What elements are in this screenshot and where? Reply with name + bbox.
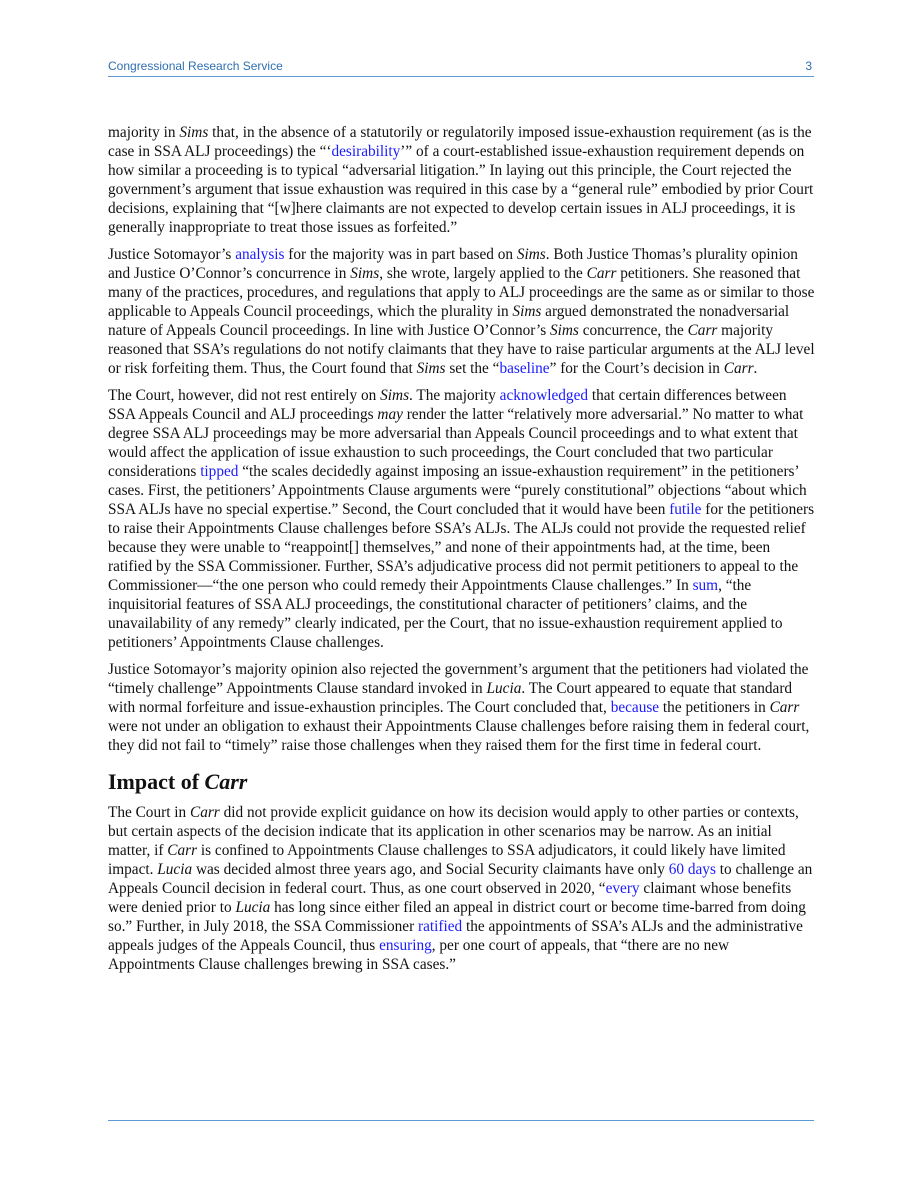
case-name: Sims: [350, 265, 380, 282]
link-desirability[interactable]: desirability: [331, 143, 401, 160]
footer-divider: [108, 1120, 814, 1121]
case-name: Carr: [769, 699, 800, 716]
text: . Both Justice Thomas’s plurality opinion and Justice O’Connor’s concurrence in: [108, 246, 798, 282]
emphasis: may: [377, 406, 403, 423]
text: , “the inquisitorial features of SSA ALJ proceedings, the constitutional character of petitioners’ claims, and the unavailability of any remedy” clearly indicated, per the Court, that no issue-exhaustion requirement applied to petitioners’ Appointments Clause challenges.: [108, 577, 783, 651]
text: “the scales decidedly against imposing an issue-exhaustion requirement” in the petitioners’ cases. First, the petitioners’ Appointments Clause arguments were “purely constitutional” objections “about which SSA ALJs have no special expertise.” Second, the Court concluded that it would have been: [108, 463, 807, 518]
link-futile[interactable]: futile: [669, 501, 702, 518]
text: is confined to Appointments Clause challenges to SSA adjudicators, it could likely have limited impact.: [108, 842, 786, 878]
text: that certain differences between SSA Appeals Council and ALJ proceedings: [108, 387, 787, 423]
text: ” for the Court’s decision in: [549, 360, 724, 377]
header-org: Congressional Research Service: [108, 59, 283, 73]
link-baseline[interactable]: baseline: [499, 360, 550, 377]
link-ratified[interactable]: ratified: [418, 918, 463, 935]
case-name: Carr: [586, 265, 617, 282]
link-acknowledged[interactable]: acknowledged: [499, 387, 589, 404]
text: ’” of a court-established issue-exhaustion requirement depends on how similar a proceeding is to typical “adversarial litigation.” In laying out this principle, the Court rejected the government’s argument that issue exhaustion was required in this case by a “general rule” embodied by prior Court decisions, explaining that “[w]here claimants are not expected to develop certain issues in ALJ proceedings, it is generally inappropriate to treat those issues as forfeited.”: [108, 143, 814, 236]
case-name: Sims: [416, 360, 446, 377]
link-60-days[interactable]: 60 days: [668, 861, 716, 878]
text: The Court, however, did not rest entirely on: [108, 387, 381, 404]
text: to challenge an Appeals Council decision in federal court. Thus, as one court observed in 2020, “: [108, 861, 813, 897]
text: claimant whose benefits were denied prior to: [108, 880, 792, 916]
text: . The Court appeared to equate that standard with normal forfeiture and issue-exhaustion principles. The Court concluded that,: [108, 680, 793, 716]
paragraph-5: [108, 803, 816, 974]
link-analysis[interactable]: analysis: [235, 246, 285, 263]
text: majority reasoned that SSA’s regulations do not notify claimants that they have to raise particular arguments at the ALJ level or risk forfeiting them. Thus, the Court found that: [108, 322, 815, 377]
text: . The majority: [409, 387, 500, 404]
document-body: [108, 123, 816, 982]
text: was decided almost three years ago, and Social Security claimants have only: [192, 861, 669, 878]
link-every[interactable]: every: [605, 880, 640, 897]
paragraph-3: [108, 386, 816, 652]
case-name: Sims: [516, 246, 546, 263]
text: that, in the absence of a statutorily or regulatorily imposed issue-exhaustion requirement (as is the case in SSA ALJ proceedings) the “‘: [108, 124, 812, 160]
case-name: Lucia: [235, 899, 271, 916]
text: .: [753, 360, 758, 377]
text: were not under an obligation to exhaust their Appointments Clause challenges before raising them in federal court, they did not fail to “timely” raise those challenges when they raised them for the first time in federal court.: [108, 718, 810, 754]
text: render the latter “relatively more adversarial.” No matter to what degree SSA ALJ proceedings may be more adversarial than Appeals Council proceedings and to what extent that would affect the application of issue exhaustion to such proceedings, the Court concluded that two particular considerations: [108, 406, 804, 480]
page-header: [108, 58, 814, 77]
case-name: Sims: [549, 322, 579, 339]
case-name: Sims: [380, 387, 410, 404]
text: did not provide explicit guidance on how its decision would apply to other parties or contexts, but certain aspects of the decision indicate that its application in other scenarios may be narrow. As an initial matter, if: [108, 804, 799, 859]
paragraph-4: [108, 660, 816, 755]
text: for the petitioners to raise their Appointments Clause challenges before SSA’s ALJs. The ALJs could not provide the requested relief because they were unable to “reappoint[] themselves,” and none of their appointments had, at the time, been ratified by the SSA Commissioner. Further, SSA’s adjudicative process did not permit petitioners to appeal to the Commissioner—“the one person who could remedy their Appointments Clause challenges.” In: [108, 501, 815, 594]
link-tipped[interactable]: tipped: [200, 463, 239, 480]
case-name: Lucia: [157, 861, 193, 878]
link-ensuring[interactable]: ensuring: [379, 937, 432, 954]
text: , she wrote, largely applied to the: [379, 265, 587, 282]
text: Justice Sotomayor’s majority opinion also rejected the government’s argument that the petitioners had violated the “timely challenge” Appointments Clause standard invoked in: [108, 661, 809, 697]
case-name: Lucia: [486, 680, 522, 697]
case-name: Carr: [687, 322, 718, 339]
text: set the “: [445, 360, 500, 377]
text: , per one court of appeals, that “there are no new Appointments Clause challenges brewing in SSA cases.”: [108, 937, 730, 973]
text: majority in: [108, 124, 180, 141]
link-sum[interactable]: sum: [692, 577, 719, 594]
case-name: Sims: [512, 303, 542, 320]
heading-prefix: Impact of: [108, 769, 205, 794]
case-name: Carr: [190, 804, 220, 821]
text: petitioners. She reasoned that many of the practices, procedures, and regulations that apply to ALJ proceedings are the same as or similar to those applicable to Appeals Council proceedings, which the plurality in: [108, 265, 815, 320]
text: The Court in: [108, 804, 190, 821]
text: concurrence, the: [578, 322, 688, 339]
link-because[interactable]: because: [610, 699, 660, 716]
text: Justice Sotomayor’s: [108, 246, 236, 263]
section-heading: [108, 769, 816, 795]
case-name: Carr: [723, 360, 754, 377]
paragraph-1: [108, 123, 816, 237]
page-number: 3: [805, 59, 812, 73]
heading-case-name: Carr: [204, 769, 248, 794]
case-name: Carr: [167, 842, 198, 859]
case-name: Sims: [179, 124, 209, 141]
text: for the majority was in part based on: [284, 246, 517, 263]
text: the petitioners in: [659, 699, 770, 716]
text: the appointments of SSA’s ALJs and the administrative appeals judges of the Appeals Council, thus: [108, 918, 803, 954]
text: argued demonstrated the nonadversarial nature of Appeals Council proceedings. In line with Justice O’Connor’s: [108, 303, 790, 339]
text: has long since either filed an appeal in district court or become time-barred from doing so.” Further, in July 2018, the SSA Commissioner: [108, 899, 806, 935]
paragraph-2: [108, 245, 816, 378]
